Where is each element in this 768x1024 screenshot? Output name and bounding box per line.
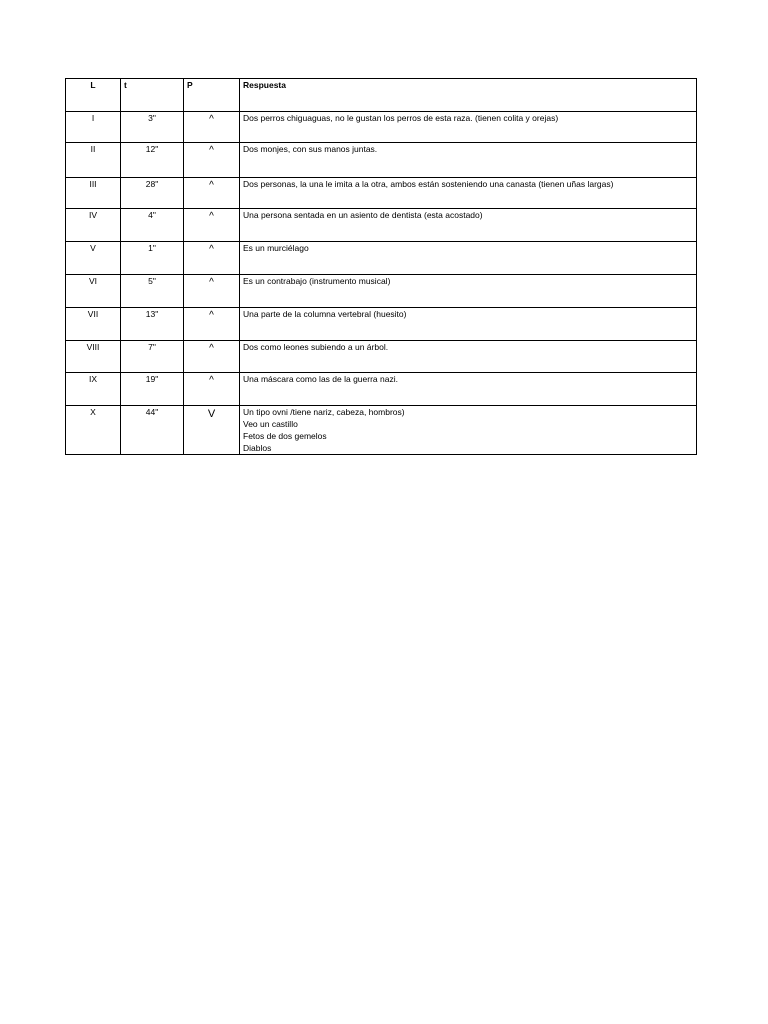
position-mark: ^ <box>209 277 214 288</box>
cell-tiempo: 13" <box>121 308 184 341</box>
cell-respuesta <box>240 341 697 373</box>
cell-respuesta <box>240 308 697 341</box>
table-row <box>66 178 697 209</box>
response-line: Es un murciélago <box>243 243 309 253</box>
cell-lamina: VI <box>66 275 121 308</box>
cell-respuesta <box>240 275 697 308</box>
position-mark: ^ <box>209 244 214 255</box>
cell-lamina: VIII <box>66 341 121 373</box>
response-line: Diablos <box>243 443 272 453</box>
cell-tiempo: 1" <box>121 242 184 275</box>
cell-posicion <box>184 242 240 275</box>
header-p: P <box>184 79 240 112</box>
position-mark: ^ <box>209 180 214 191</box>
cell-posicion <box>184 406 240 455</box>
cell-lamina: II <box>66 143 121 178</box>
cell-tiempo: 19" <box>121 373 184 406</box>
header-respuesta: Respuesta <box>240 79 697 112</box>
cell-posicion <box>184 143 240 178</box>
response-line: Dos como leones subiendo a un árbol. <box>243 342 389 352</box>
position-mark: ^ <box>209 114 214 125</box>
table-row <box>66 406 697 455</box>
response-line: Dos monjes, con sus manos juntas. <box>243 144 378 154</box>
response-line: Una persona sentada en un asiento de dentista (esta acostado) <box>243 210 483 220</box>
cell-respuesta <box>240 373 697 406</box>
position-mark: ^ <box>209 375 214 386</box>
cell-lamina: X <box>66 406 121 455</box>
cell-respuesta <box>240 112 697 143</box>
response-line: Un tipo ovni /tiene nariz, cabeza, hombros) <box>243 407 405 417</box>
cell-respuesta <box>240 406 697 455</box>
cell-posicion <box>184 112 240 143</box>
cell-tiempo: 7" <box>121 341 184 373</box>
table-header-row <box>66 79 697 112</box>
cell-lamina: I <box>66 112 121 143</box>
table-row <box>66 308 697 341</box>
cell-tiempo: 4" <box>121 209 184 242</box>
cell-lamina: V <box>66 242 121 275</box>
cell-lamina: IX <box>66 373 121 406</box>
cell-tiempo: 44" <box>121 406 184 455</box>
table-row <box>66 341 697 373</box>
cell-tiempo: 3" <box>121 112 184 143</box>
cell-respuesta <box>240 209 697 242</box>
position-mark: V <box>207 408 216 420</box>
table-row <box>66 373 697 406</box>
cell-posicion <box>184 209 240 242</box>
cell-respuesta <box>240 143 697 178</box>
cell-lamina: VII <box>66 308 121 341</box>
table-row <box>66 112 697 143</box>
cell-posicion <box>184 341 240 373</box>
table-row <box>66 242 697 275</box>
cell-lamina: III <box>66 178 121 209</box>
response-line: Fetos de dos gemelos <box>243 431 327 441</box>
table-row <box>66 275 697 308</box>
response-line: Es un contrabajo (instrumento musical) <box>243 276 391 286</box>
response-table <box>65 78 697 455</box>
cell-tiempo: 12" <box>121 143 184 178</box>
table-row <box>66 143 697 178</box>
position-mark: ^ <box>209 343 214 354</box>
cell-posicion <box>184 373 240 406</box>
cell-posicion <box>184 178 240 209</box>
cell-respuesta <box>240 178 697 209</box>
response-line: Veo un castillo <box>243 419 298 429</box>
cell-posicion <box>184 308 240 341</box>
position-mark: ^ <box>209 310 214 321</box>
cell-tiempo: 28" <box>121 178 184 209</box>
table-row <box>66 209 697 242</box>
position-mark: ^ <box>209 211 214 222</box>
cell-respuesta <box>240 242 697 275</box>
cell-lamina: IV <box>66 209 121 242</box>
response-line: Una máscara como las de la guerra nazi. <box>243 374 398 384</box>
response-line: Una parte de la columna vertebral (huesito) <box>243 309 407 319</box>
cell-tiempo: 5" <box>121 275 184 308</box>
cell-posicion <box>184 275 240 308</box>
header-t: t <box>121 79 184 112</box>
response-line: Dos perros chiguaguas, no le gustan los perros de esta raza. (tienen colita y orejas) <box>243 113 559 123</box>
header-l: L <box>66 79 121 112</box>
position-mark: ^ <box>209 145 214 156</box>
response-line: Dos personas, la una le imita a la otra, ambos están sosteniendo una canasta (tienen uñas largas) <box>243 179 614 189</box>
